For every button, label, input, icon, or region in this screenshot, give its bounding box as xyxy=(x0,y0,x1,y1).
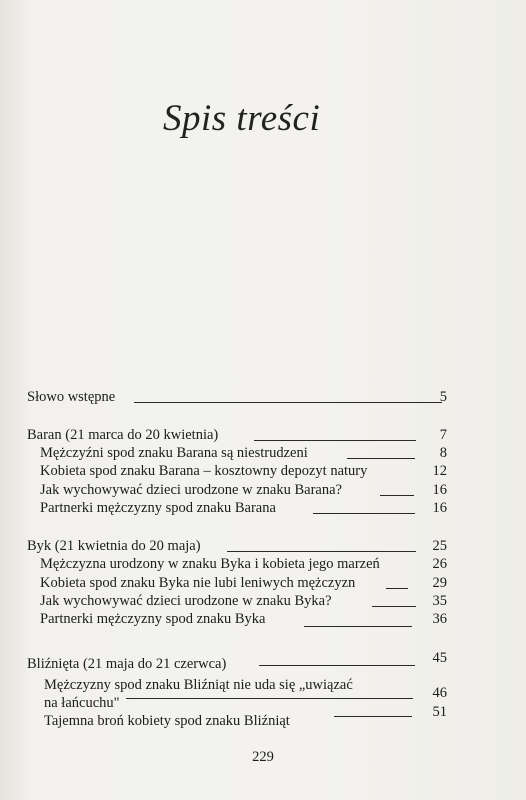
toc-entry-title: Mężczyzny spod znaku Bliźniąt nie uda się „uwiązać xyxy=(44,677,353,693)
toc-entry-page: 51 xyxy=(432,704,447,720)
toc-leader-line xyxy=(347,458,415,459)
toc-entry-title: Tajemna broń kobiety spod znaku Bliźniąt xyxy=(44,713,290,729)
toc-leader-line xyxy=(304,626,412,627)
toc-entry-page: 7 xyxy=(439,427,447,443)
toc-entry-page: 12 xyxy=(432,463,447,479)
toc-entry-title: Partnerki mężczyzny spod znaku Byka xyxy=(40,611,266,627)
toc-entry-title: Baran (21 marca do 20 kwietnia) xyxy=(27,427,219,443)
toc-entry-title: Mężczyźni spod znaku Barana są niestrudzeni xyxy=(40,445,308,461)
toc-entry-title: Byk (21 kwietnia do 20 maja) xyxy=(27,538,201,554)
toc-entry-title: Jak wychowywać dzieci urodzone w znaku Byka? xyxy=(40,593,332,609)
page-title: Spis treści xyxy=(163,98,321,139)
toc-entry-title: na łańcuchu" xyxy=(44,695,120,711)
toc-leader-line xyxy=(386,588,408,589)
page-number: 229 xyxy=(252,749,274,765)
toc-entry-page: 16 xyxy=(432,482,447,498)
toc-entry-page: 46 xyxy=(432,685,447,701)
toc-entry-page: 16 xyxy=(432,500,447,516)
toc-entry-title: Słowo wstępne xyxy=(27,389,116,405)
toc-leader-line xyxy=(313,513,415,514)
toc-entry-page: 36 xyxy=(432,611,447,627)
toc-entry-page: 25 xyxy=(432,538,447,554)
toc-entry-page: 45 xyxy=(432,650,447,666)
toc-leader-line xyxy=(254,440,416,441)
toc-entry-page: 35 xyxy=(432,593,447,609)
toc-entry-title: Jak wychowywać dzieci urodzone w znaku Barana? xyxy=(40,482,342,498)
toc-entry-title: Bliźnięta (21 maja do 21 czerwca) xyxy=(27,656,227,672)
toc-leader-line xyxy=(126,698,413,699)
toc-entry-title: Mężczyzna urodzony w znaku Byka i kobieta jego marzeń xyxy=(40,556,380,572)
toc-leader-line xyxy=(334,716,412,717)
toc-entry-page: 29 xyxy=(432,575,447,591)
toc-leader-line xyxy=(227,551,416,552)
toc-entry-title: Kobieta spod znaku Byka nie lubi leniwych mężczyzn xyxy=(40,575,356,591)
toc-entry-title: Partnerki mężczyzny spod znaku Barana xyxy=(40,500,276,516)
toc-leader-line xyxy=(259,665,415,666)
toc-leader-line xyxy=(134,402,442,403)
toc-entry-page: 26 xyxy=(432,556,447,572)
toc-entry-page: 5 xyxy=(439,389,447,405)
toc-entry-title: Kobieta spod znaku Barana – kosztowny depozyt natury xyxy=(40,463,368,479)
toc-entry-page: 8 xyxy=(439,445,447,461)
